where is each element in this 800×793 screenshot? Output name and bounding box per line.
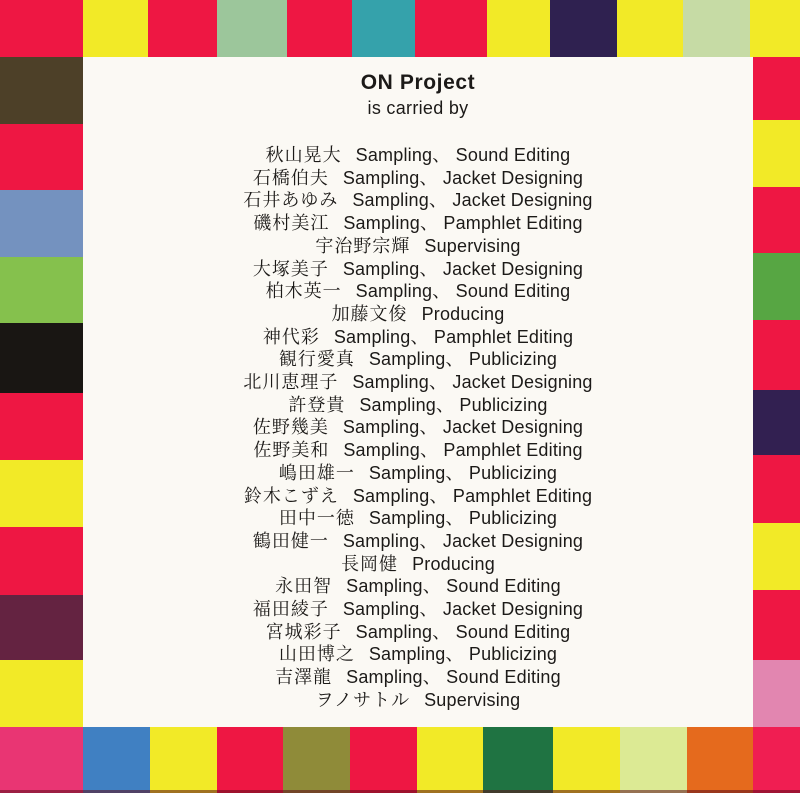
credit-role: Sampling、 Sound Editing bbox=[346, 576, 561, 597]
border-block bbox=[0, 0, 83, 57]
border-block bbox=[415, 0, 487, 57]
border-block bbox=[0, 660, 83, 727]
credits-panel bbox=[83, 57, 753, 727]
border-block bbox=[753, 660, 800, 727]
credit-name: 宇治野宗輝 bbox=[315, 235, 411, 256]
credit-role: Sampling、 Jacket Designing bbox=[342, 167, 584, 188]
border-block bbox=[753, 727, 800, 793]
credit-row bbox=[83, 530, 753, 553]
border-block bbox=[750, 0, 800, 57]
border-block bbox=[0, 323, 83, 393]
credit-row bbox=[83, 666, 753, 689]
credit-role: Sampling、 Jacket Designing bbox=[342, 417, 584, 438]
credit-name: 加藤文俊 bbox=[331, 303, 408, 324]
credit-row bbox=[83, 598, 753, 621]
credit-name: 田中一徳 bbox=[278, 508, 355, 529]
credit-role: Sampling、 Sound Editing bbox=[355, 145, 571, 165]
credit-role: Sampling、 Publicizing bbox=[359, 394, 548, 415]
border-block bbox=[287, 0, 352, 57]
border-block bbox=[0, 257, 83, 323]
credit-role: Sampling、 Pamphlet Editing bbox=[333, 326, 574, 347]
credit-role: Sampling、 Jacket Designing bbox=[342, 530, 584, 551]
credit-role: Sampling、 Publicizing bbox=[368, 462, 558, 483]
credit-name: 観行愛真 bbox=[278, 349, 355, 370]
border-block bbox=[550, 0, 617, 57]
border-block bbox=[0, 727, 83, 793]
border-block bbox=[83, 727, 150, 793]
border-block bbox=[0, 393, 83, 460]
credit-name: 磯村美江 bbox=[253, 213, 330, 234]
credit-role: Sampling、 Jacket Designing bbox=[342, 258, 584, 279]
credit-name: 佐野美和 bbox=[253, 440, 330, 461]
border-block bbox=[150, 727, 217, 793]
credit-role: Sampling、 Sound Editing bbox=[355, 621, 571, 642]
border-block bbox=[148, 0, 217, 57]
credit-role: Sampling、 Sound Editing bbox=[346, 667, 561, 688]
credit-row bbox=[83, 643, 753, 666]
credit-name: 石井あゆみ bbox=[243, 190, 339, 211]
credit-name: 神代彩 bbox=[262, 326, 320, 347]
credit-role: Sampling、 Pamphlet Editing bbox=[352, 485, 593, 506]
credit-name: 吉澤龍 bbox=[275, 667, 333, 688]
credit-row bbox=[83, 462, 753, 485]
border-block bbox=[553, 727, 620, 793]
credit-name: 北川恵理子 bbox=[243, 372, 339, 393]
border-block bbox=[352, 0, 415, 57]
credit-role: Sampling、 Publicizing bbox=[368, 644, 558, 665]
credit-name: 柏木英一 bbox=[265, 281, 342, 302]
credit-name: ヲノサトル bbox=[315, 689, 411, 710]
page-subtitle: is carried by bbox=[367, 98, 469, 118]
credit-role: Producing bbox=[421, 303, 505, 324]
credit-name: 鈴木こずえ bbox=[243, 485, 339, 506]
credit-row bbox=[83, 280, 753, 303]
credit-row bbox=[83, 326, 753, 349]
border-block bbox=[0, 460, 83, 527]
border-left bbox=[0, 57, 83, 727]
credit-row bbox=[83, 189, 753, 212]
border-block bbox=[753, 57, 800, 120]
border-block bbox=[487, 0, 550, 57]
border-block bbox=[753, 187, 800, 253]
border-block bbox=[283, 727, 350, 793]
border-block bbox=[753, 120, 800, 187]
border-block bbox=[483, 727, 553, 793]
border-block bbox=[0, 57, 83, 124]
credit-role: Sampling、 Sound Editing bbox=[355, 281, 571, 302]
border-block bbox=[217, 727, 283, 793]
border-right bbox=[753, 57, 800, 727]
credit-name: 石橋伯夫 bbox=[252, 167, 329, 188]
credit-name: 福田綾子 bbox=[252, 599, 329, 620]
border-block bbox=[620, 727, 687, 793]
credit-role: Sampling、 Jacket Designing bbox=[342, 599, 584, 620]
credit-row bbox=[83, 575, 753, 598]
credit-row bbox=[83, 439, 753, 462]
credit-name: 宮城彩子 bbox=[265, 621, 342, 642]
page-title: ON Project bbox=[360, 71, 476, 94]
credit-role: Sampling、 Pamphlet Editing bbox=[343, 440, 583, 461]
credit-name: 秋山晃大 bbox=[265, 145, 342, 165]
border-block bbox=[617, 0, 683, 57]
credit-name: 佐野幾美 bbox=[252, 417, 329, 438]
credit-row bbox=[83, 553, 753, 576]
border-block bbox=[753, 253, 800, 320]
credit-role: Supervising bbox=[424, 235, 521, 256]
credit-row bbox=[83, 258, 753, 281]
border-block bbox=[683, 0, 750, 57]
credit-role: Sampling、 Jacket Designing bbox=[352, 190, 593, 211]
border-bottom bbox=[0, 727, 800, 793]
border-block bbox=[217, 0, 287, 57]
credit-row bbox=[83, 507, 753, 530]
credit-name: 長岡健 bbox=[341, 553, 399, 574]
credit-name: 嶋田雄一 bbox=[278, 462, 355, 483]
border-block bbox=[0, 124, 83, 190]
border-block bbox=[0, 190, 83, 257]
border-block bbox=[687, 727, 753, 793]
border-block bbox=[83, 0, 148, 57]
credit-row bbox=[83, 689, 753, 712]
credit-row bbox=[83, 371, 753, 394]
credit-role: Producing bbox=[412, 553, 495, 574]
border-block bbox=[753, 523, 800, 590]
credit-row bbox=[83, 212, 753, 235]
border-block bbox=[417, 727, 483, 793]
border-top bbox=[0, 0, 800, 57]
credit-row bbox=[83, 416, 753, 439]
credit-name: 永田智 bbox=[275, 576, 333, 597]
border-block bbox=[753, 320, 800, 390]
credit-role: Sampling、 Pamphlet Editing bbox=[343, 213, 583, 234]
credit-row bbox=[83, 394, 753, 417]
credit-name: 山田博之 bbox=[278, 644, 355, 665]
border-block bbox=[0, 527, 83, 595]
border-block bbox=[753, 390, 800, 455]
border-block bbox=[0, 595, 83, 660]
credit-row bbox=[83, 348, 753, 371]
credit-row bbox=[83, 167, 753, 190]
credits-list bbox=[83, 144, 753, 712]
credit-role: Supervising bbox=[424, 689, 521, 710]
credit-name: 鶴田健一 bbox=[252, 530, 329, 551]
border-block bbox=[350, 727, 417, 793]
border-block bbox=[753, 455, 800, 523]
credit-row bbox=[83, 303, 753, 326]
credit-row bbox=[83, 144, 753, 167]
border-block bbox=[753, 590, 800, 660]
credit-role: Sampling、 Publicizing bbox=[368, 508, 558, 529]
credit-row bbox=[83, 235, 753, 258]
credit-name: 大塚美子 bbox=[252, 258, 329, 279]
credit-role: Sampling、 Publicizing bbox=[368, 349, 558, 370]
credit-row bbox=[83, 485, 753, 508]
credit-name: 許登貴 bbox=[288, 394, 346, 415]
credit-role: Sampling、 Jacket Designing bbox=[352, 372, 593, 393]
credit-row bbox=[83, 621, 753, 644]
